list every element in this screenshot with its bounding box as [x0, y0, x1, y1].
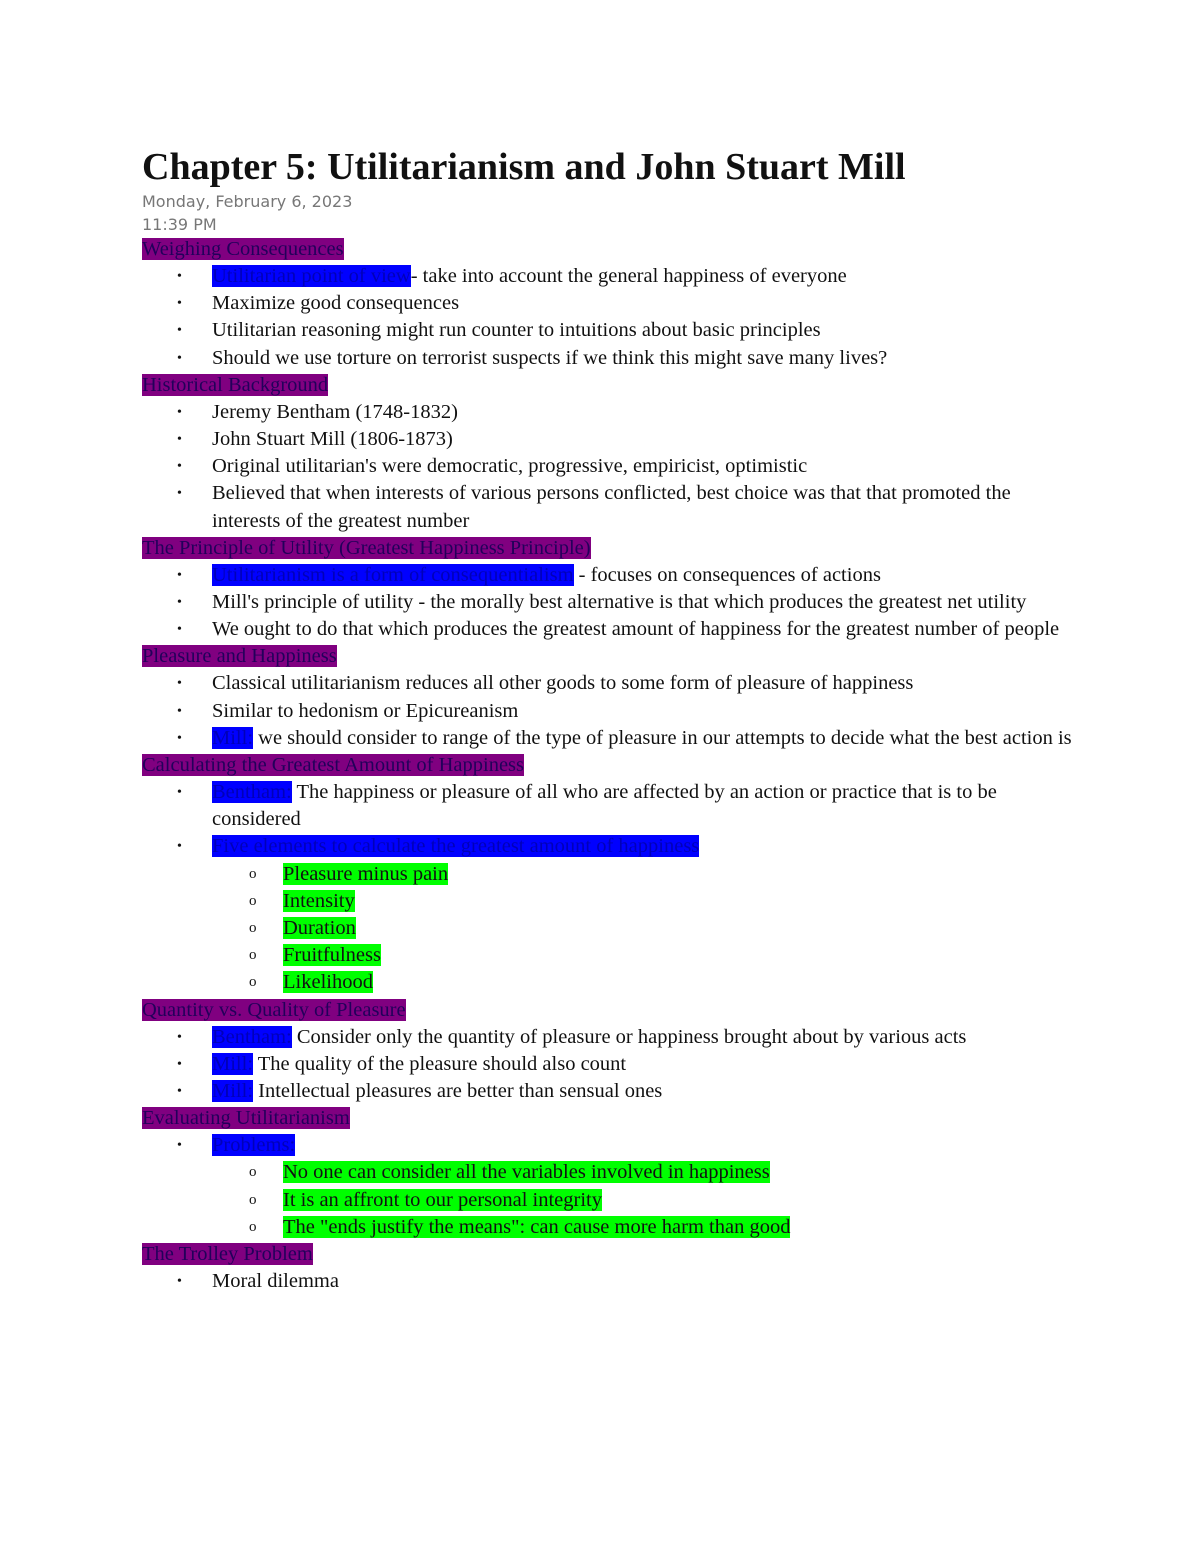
item-text: Original utilitarian's were democratic, progressive, empiricist, optimistic	[212, 455, 808, 478]
list-item	[142, 345, 1072, 372]
list-item	[142, 589, 1072, 616]
highlighted-term: Five elements to calculate the greatest amount of happiness	[212, 835, 700, 858]
bullet-icon: •	[177, 595, 182, 611]
list-item	[142, 1078, 1072, 1105]
list-item	[142, 1024, 1072, 1051]
section-heading	[142, 997, 1072, 1024]
bullet-icon: •	[177, 432, 182, 448]
circle-bullet-icon: o	[249, 947, 257, 964]
bullet-list	[142, 779, 1072, 997]
item-text: Utilitarian reasoning might run counter to intuitions about basic principles	[212, 319, 821, 342]
bullet-icon: •	[177, 567, 182, 583]
sub-item-text: The "ends justify the means": can cause more harm than good	[283, 1215, 791, 1238]
list-item	[142, 670, 1072, 697]
bullet-icon: •	[177, 486, 182, 502]
bullet-icon: •	[177, 622, 182, 638]
circle-bullet-icon: o	[249, 892, 257, 909]
list-item	[142, 1268, 1072, 1295]
item-text: The happiness or pleasure of all who are affected by an action or practice that is to be considered	[212, 781, 997, 831]
note-page	[142, 145, 1072, 1295]
sub-item-text: No one can consider all the variables involved in happiness	[283, 1161, 770, 1184]
bullet-icon: •	[177, 785, 182, 801]
item-text: Mill's principle of utility - the morally best alternative is that which produces the greatest net utility	[212, 591, 1027, 614]
bullet-list	[142, 399, 1072, 535]
bullet-icon: •	[177, 1029, 182, 1045]
bullet-icon: •	[177, 296, 182, 312]
circle-bullet-icon: o	[249, 1164, 257, 1181]
section-heading-text: Evaluating Utilitarianism	[142, 1107, 350, 1130]
bullet-icon: •	[177, 459, 182, 475]
sub-item-text: It is an affront to our personal integrity	[283, 1188, 603, 1211]
note-time: 11:39 PM	[142, 215, 217, 234]
sub-list-item	[142, 888, 1072, 915]
section-heading	[142, 1105, 1072, 1132]
list-item	[142, 317, 1072, 344]
highlighted-term: Problems:	[212, 1134, 296, 1157]
item-text: - take into account the general happiness of everyone	[410, 265, 847, 287]
sub-item-text: Duration	[283, 917, 356, 940]
list-item	[142, 833, 1072, 860]
sub-list-item	[142, 1187, 1072, 1214]
list-item	[142, 562, 1072, 589]
list-item	[142, 263, 1072, 290]
sub-list-item	[142, 1214, 1072, 1241]
bullet-list	[142, 1268, 1072, 1295]
highlighted-term: Bentham:	[212, 781, 292, 804]
section-heading-text: Weighing Consequences	[142, 238, 344, 260]
bullet-icon: •	[177, 404, 182, 420]
highlighted-term: Bentham:	[212, 1025, 292, 1048]
highlighted-term: Utilitarian point of view	[212, 265, 411, 287]
list-item	[142, 779, 1072, 833]
page-title: Chapter 5: Utilitarianism and John Stuart Mill	[142, 146, 906, 188]
item-text: - focuses on consequences of actions	[573, 563, 881, 586]
bullet-icon: •	[177, 703, 182, 719]
item-text: Classical utilitarianism reduces all other goods to some form of pleasure of happiness	[212, 672, 914, 695]
circle-bullet-icon: o	[249, 1218, 257, 1235]
item-text: Jeremy Bentham (1748-1832)	[212, 400, 458, 423]
bullet-icon: •	[177, 1274, 182, 1290]
list-item	[142, 453, 1072, 480]
list-item	[142, 1132, 1072, 1159]
item-text: John Stuart Mill (1806-1873)	[212, 428, 453, 451]
bullet-icon: •	[177, 1084, 182, 1100]
sub-list-item	[142, 1159, 1072, 1186]
highlighted-term: Utilitarianism is a form of consequentialism	[212, 563, 574, 586]
section-heading-text: Calculating the Greatest Amount of Happiness	[142, 754, 525, 777]
sub-item-text: Intensity	[283, 889, 355, 912]
highlighted-term: Mill:	[212, 1080, 254, 1103]
section-heading	[142, 236, 1072, 263]
item-text: we should consider to range of the type of pleasure in our attempts to decide what the best action is	[253, 726, 1072, 749]
bullet-icon: •	[177, 269, 182, 284]
bullet-list	[142, 1024, 1072, 1106]
item-text: Intellectual pleasures are better than sensual ones	[253, 1080, 663, 1103]
highlighted-term: Mill:	[212, 1052, 254, 1075]
item-text: Consider only the quantity of pleasure or happiness brought about by various acts	[291, 1025, 967, 1048]
bullet-icon: •	[177, 350, 182, 366]
section-heading-text: Pleasure and Happiness	[142, 645, 337, 668]
section-heading	[142, 643, 1072, 670]
section-heading-text: Historical Background	[142, 373, 329, 396]
item-text: Moral dilemma	[212, 1270, 339, 1293]
bullet-list	[142, 562, 1072, 644]
item-text: Believed that when interests of various persons conflicted, best choice was that that promoted the interests of the greatest number	[212, 482, 1011, 532]
sub-list-item	[142, 861, 1072, 888]
sub-item-text: Pleasure minus pain	[283, 862, 449, 885]
list-item	[142, 399, 1072, 426]
circle-bullet-icon: o	[249, 920, 257, 937]
sub-list-item	[142, 942, 1072, 969]
list-item	[142, 290, 1072, 317]
circle-bullet-icon: o	[249, 865, 257, 882]
section-heading	[142, 535, 1072, 562]
bullet-icon: •	[177, 839, 182, 855]
list-item	[142, 725, 1072, 752]
note-date: Monday, February 6, 2023	[142, 192, 353, 211]
section-heading	[142, 372, 1072, 399]
section-heading	[142, 752, 1072, 779]
sub-list-item	[142, 969, 1072, 996]
list-item	[142, 616, 1072, 643]
section-heading-text: The Principle of Utility (Greatest Happiness Principle)	[142, 536, 591, 559]
item-text: Similar to hedonism or Epicureanism	[212, 699, 519, 722]
item-text: We ought to do that which produces the greatest amount of happiness for the greatest number of people	[212, 618, 1060, 641]
highlighted-term: Mill:	[212, 726, 254, 749]
section-heading	[142, 1241, 1072, 1268]
sub-item-text: Fruitfulness	[283, 944, 381, 967]
bullet-list	[142, 263, 1072, 372]
circle-bullet-icon: o	[249, 1191, 257, 1208]
note-body	[142, 236, 1072, 1295]
bullet-list	[142, 1132, 1072, 1241]
item-text: The quality of the pleasure should also count	[253, 1052, 627, 1075]
list-item	[142, 698, 1072, 725]
bullet-icon: •	[177, 1056, 182, 1072]
bullet-icon: •	[177, 323, 182, 339]
bullet-icon: •	[177, 676, 182, 692]
bullet-icon: •	[177, 1138, 182, 1154]
item-text: Maximize good consequences	[212, 292, 460, 315]
list-item	[142, 480, 1072, 534]
section-heading-text: Quantity vs. Quality of Pleasure	[142, 998, 406, 1021]
bullet-list	[142, 670, 1072, 752]
list-item	[142, 426, 1072, 453]
sub-item-text: Likelihood	[283, 971, 373, 994]
bullet-icon: •	[177, 730, 182, 746]
circle-bullet-icon: o	[249, 974, 257, 991]
sub-list-item	[142, 915, 1072, 942]
section-heading-text: The Trolley Problem	[142, 1243, 313, 1266]
item-text: Should we use torture on terrorist suspects if we think this might save many lives?	[212, 346, 888, 369]
list-item	[142, 1051, 1072, 1078]
